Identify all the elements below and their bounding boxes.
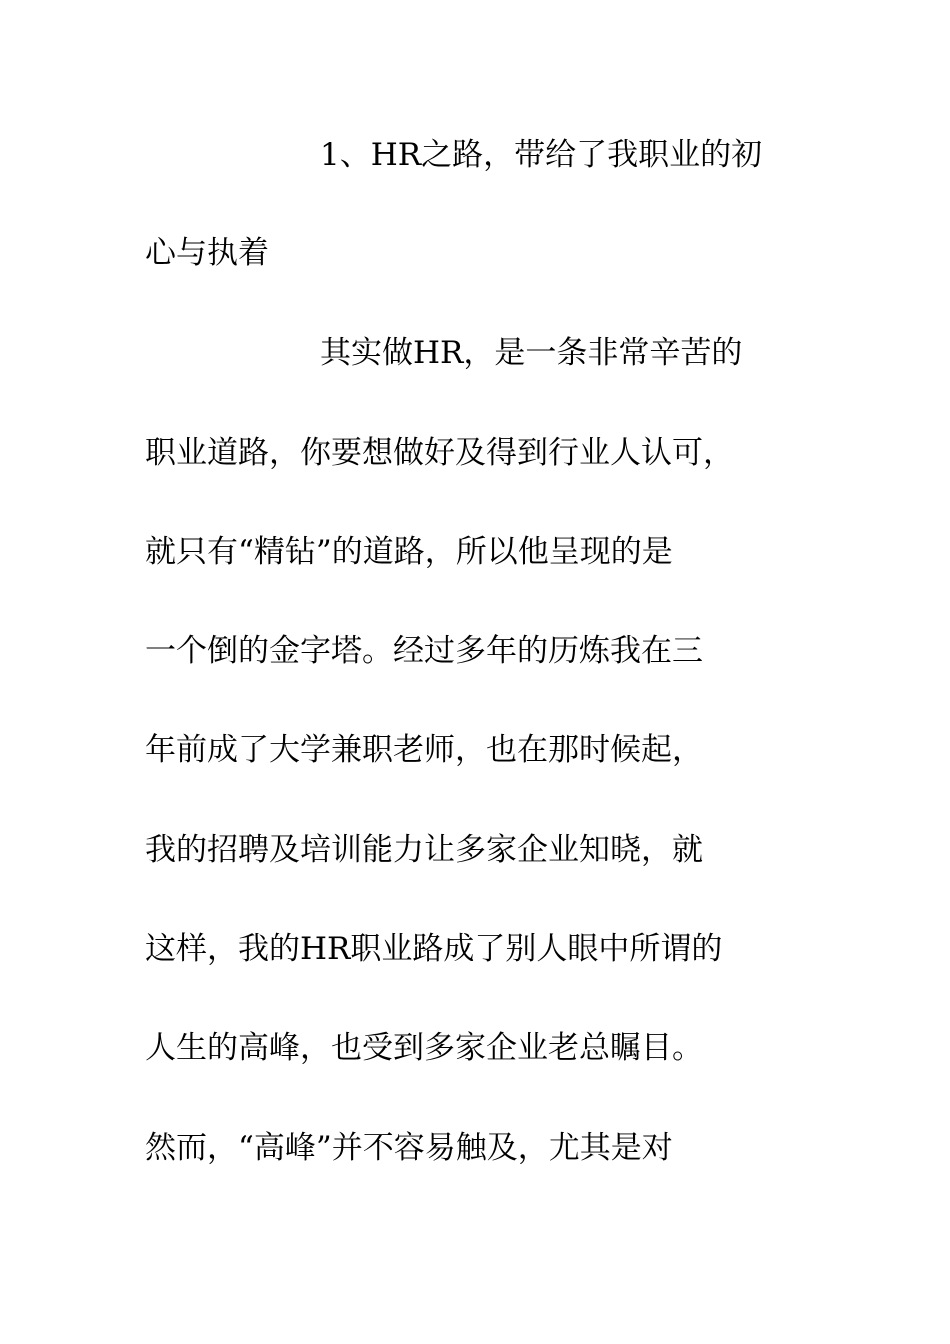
paragraph-line-9: 然而，“高峰”并不容易触及，尤其是对	[145, 1130, 673, 1166]
paragraph-line-7: 这样，我的HR职业路成了别人眼中所谓的	[145, 931, 723, 967]
paragraph-line-5: 年前成了大学兼职老师，也在那时候起，	[145, 732, 703, 768]
heading-line-2: 心与执着	[145, 235, 269, 271]
paragraph-line-6: 我的招聘及培训能力让多家企业知晓，就	[145, 832, 703, 868]
paragraph-line-8: 人生的高峰，也受到多家企业老总瞩目。	[145, 1030, 703, 1066]
paragraph-line-1: 其实做HR，是一条非常辛苦的	[320, 335, 743, 371]
paragraph-line-2: 职业道路，你要想做好及得到行业人认可，	[145, 435, 734, 471]
heading-line-1: 1、HR之路，带给了我职业的初	[320, 137, 763, 173]
paragraph-line-3: 就只有“精钻”的道路，所以他呈现的是	[145, 534, 673, 570]
paragraph-line-4: 一个倒的金字塔。经过多年的历炼我在三	[145, 633, 703, 669]
